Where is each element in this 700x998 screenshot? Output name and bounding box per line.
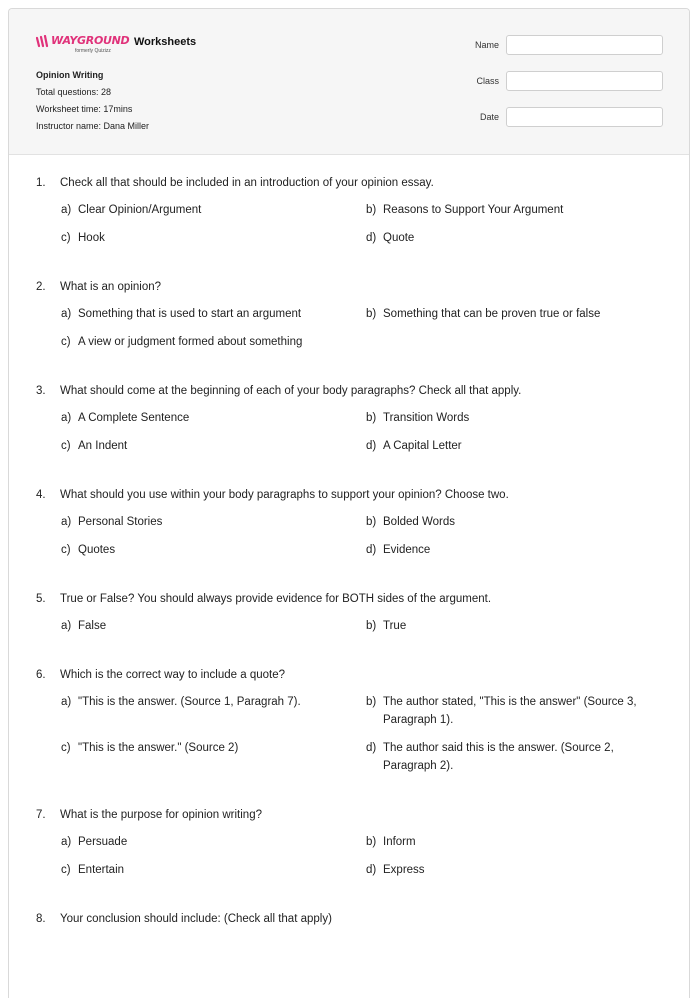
answer-option[interactable] [366,693,671,729]
class-input[interactable] [506,71,663,91]
answer-option[interactable] [61,541,366,559]
question-text: What is an opinion? [60,281,162,293]
question-stem [9,175,689,191]
option-text: Persuade [78,836,128,848]
class-label: Class [476,76,499,86]
answer-option[interactable] [61,333,366,351]
wayground-logo [36,34,128,60]
option-letter: d) [366,440,377,452]
option-letter: a) [61,836,72,848]
student-fields [449,34,663,142]
option-letter: d) [366,544,377,556]
answer-options [9,305,689,361]
logo-wordmark: WAYGROUND [51,34,130,47]
question-1 [9,175,689,257]
option-text: Reasons to Support Your Argument [383,204,564,216]
question-6 [9,667,689,785]
answer-option[interactable] [61,409,366,427]
question-number: 8. [36,913,46,925]
question-5 [9,591,689,645]
question-text: Your conclusion should include: (Check all that apply) [60,913,332,925]
question-7 [9,807,689,889]
worksheet-page [8,8,690,998]
option-letter: b) [366,620,377,632]
option-letter: d) [366,864,377,876]
question-number: 2. [36,281,46,293]
name-label: Name [474,40,499,50]
option-letter: a) [61,620,72,632]
option-letter: c) [61,232,71,244]
question-8 [9,911,689,927]
answer-option[interactable] [366,861,671,879]
option-letter: a) [61,696,72,708]
question-number: 4. [36,489,46,501]
answer-option[interactable] [61,305,366,323]
answer-option[interactable] [366,409,671,427]
question-stem [9,279,689,295]
answer-option[interactable] [61,437,366,455]
answer-option[interactable] [366,201,671,219]
option-text: A view or judgment formed about something [78,336,303,348]
question-text: What is the purpose for opinion writing? [60,809,262,821]
answer-option[interactable] [366,437,671,455]
instructor-name: Instructor name: Dana Miller [36,121,150,131]
name-input[interactable] [506,35,663,55]
answer-option[interactable] [61,861,366,879]
brand [36,34,196,60]
option-letter: c) [61,440,71,452]
class-field-row [449,70,663,92]
option-letter: c) [61,742,71,754]
option-letter: b) [366,696,377,708]
option-letter: c) [61,864,71,876]
question-text: Check all that should be included in an introduction of your opinion essay. [60,177,434,189]
option-text: Something that can be proven true or false [383,308,601,320]
option-letter: a) [61,308,72,320]
answer-options [9,409,689,465]
answer-option[interactable] [366,305,671,323]
question-4 [9,487,689,569]
option-text: The author said this is the answer. (Source 2, Paragraph 2). [383,742,614,772]
question-number: 3. [36,385,46,397]
question-stem [9,667,689,683]
option-text: A Complete Sentence [78,412,190,424]
answer-option[interactable] [366,513,671,531]
answer-option[interactable] [366,739,671,775]
option-text: Inform [383,836,416,848]
answer-option[interactable] [366,617,671,635]
answer-option[interactable] [61,201,366,219]
option-text: The author stated, "This is the answer" (Source 3, Paragraph 1). [383,696,637,726]
answer-options [9,693,689,785]
option-letter: b) [366,516,377,528]
answer-options [9,617,689,645]
answer-option[interactable] [61,229,366,247]
option-text: Transition Words [383,412,470,424]
option-text: Clear Opinion/Argument [78,204,202,216]
option-text: Something that is used to start an argument [78,308,302,320]
question-2 [9,279,689,361]
answer-option[interactable] [61,693,366,729]
question-list [9,155,689,927]
option-letter: d) [366,742,377,754]
option-text: "This is the answer. (Source 1, Paragrah 7). [78,696,301,708]
question-text: Which is the correct way to include a quote? [60,669,286,681]
option-text: Entertain [78,864,125,876]
option-letter: b) [366,204,377,216]
option-letter: b) [366,412,377,424]
answer-option[interactable] [61,513,366,531]
worksheet-time: Worksheet time: 17mins [36,104,133,114]
option-text: Quotes [78,544,116,556]
worksheet-header [9,9,689,155]
question-stem [9,487,689,503]
product-title: Worksheets [134,36,197,48]
option-text: Personal Stories [78,516,163,528]
option-letter: c) [61,336,71,348]
worksheet-title: Opinion Writing [36,70,104,80]
answer-option[interactable] [61,739,366,775]
answer-options [9,833,689,889]
option-text: Express [383,864,425,876]
option-text: Hook [78,232,105,244]
option-letter: a) [61,204,72,216]
option-text: Evidence [383,544,431,556]
question-number: 1. [36,177,46,189]
answer-options [9,513,689,569]
answer-option[interactable] [366,833,671,851]
option-text: A Capital Letter [383,440,462,452]
option-text: "This is the answer." (Source 2) [78,742,239,754]
date-field-row [449,106,663,128]
question-stem [9,383,689,399]
question-number: 7. [36,809,46,821]
question-stem [9,807,689,823]
question-text: True or False? You should always provide evidence for BOTH sides of the argument. [60,593,492,605]
option-text: An Indent [78,440,128,452]
question-text: What should come at the beginning of each of your body paragraphs? Check all that apply. [60,385,522,397]
option-letter: b) [366,308,377,320]
name-field-row [449,34,663,56]
option-letter: a) [61,516,72,528]
date-input[interactable] [506,107,663,127]
option-letter: d) [366,232,377,244]
question-3 [9,383,689,465]
date-label: Date [479,112,499,122]
worksheet-meta [36,67,149,135]
option-text: True [383,620,407,632]
option-text: Bolded Words [383,516,456,528]
total-questions: Total questions: 28 [36,87,112,97]
answer-option[interactable] [366,541,671,559]
question-text: What should you use within your body paragraphs to support your opinion? Choose two. [60,489,509,501]
option-letter: a) [61,412,72,424]
question-number: 5. [36,593,46,605]
option-text: Quote [383,232,415,244]
answer-option[interactable] [61,617,366,635]
question-stem [9,911,689,927]
option-letter: b) [366,836,377,848]
logo-subtitle: formerly Quizizz [75,48,111,54]
question-stem [9,591,689,607]
option-text: False [78,620,107,632]
option-letter: c) [61,544,71,556]
answer-option[interactable] [61,833,366,851]
answer-option[interactable] [366,229,671,247]
answer-options [9,201,689,257]
question-number: 6. [36,669,46,681]
